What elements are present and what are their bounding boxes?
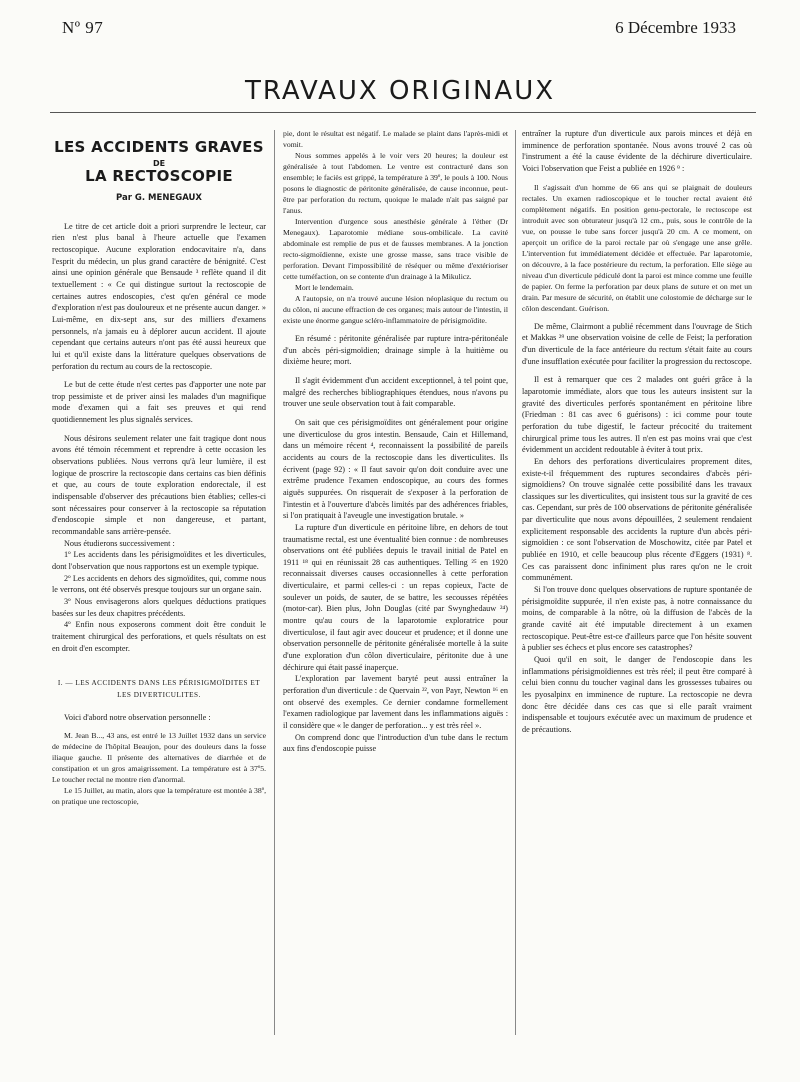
article-title-de: DE: [152, 158, 166, 168]
case-report: M. Jean B..., 43 ans, est entré le 13 Juillet 1932 dans un service de médecine de l'hôpital Beaujon, pour des douleurs dans la fosse iliaque gauche. Il présente des alternatives de diarrhée et de constipation et un gros amaigrissement. La température est à 37º5. Le toucher rectal ne montre rien d'anormal.: [52, 731, 266, 785]
column-separator-1: [274, 130, 275, 1035]
case-report: Intervention d'urgence sous anesthésie générale à l'éther (Dr Menegaux). Laparotomie médiane sous-ombilicale. La cavité abdominale est remplie de pus et de fausses membranes. A la jonction recto-sigmoïdienne, existe une grosse masse, sans trace visible de perforation. Devant l'impossibilité de réséquer ou même d'extérioriser cette tuméfaction, on se contente d'un drainage à la Mikulicz.: [283, 217, 508, 281]
paragraph: Nous étudierons successivement :: [64, 538, 175, 548]
column-3: [522, 128, 752, 736]
case-report: Mort le lendemain.: [295, 283, 354, 292]
list-item: 2º Les accidents en dehors des sigmoïdites, qui, comme nous le verrons, ont été observés presque toujours sur un organe sain.: [52, 573, 266, 595]
page-number: Nº 97: [62, 18, 104, 37]
paragraph: En dehors des perforations diverticulaires proprement dites, existe-t-il fréquemment des ruptures secondaires d'abcès péri-sigmoïdiens? On trouve signalée cette possibilité dans les travaux classiques sur les diverticulites, qui insistent tous sur la gravité de ces cas. Cependant, sur près de 100 observations de péritonite généralisée par diverticulite que nous avons dépouillées, 2 seulement rendaient explicitement responsable des accidents la rupture d'un abcès péri-sigmoïdien : ce sont l'observation de Moschowitz, citée par Patel et publiée en 1910, et celle beaucoup plus récente d'Eggers (1931) ⁸. Ces cas paraissent donc infiniment plus rares qu'on ne le croit communément.: [522, 456, 752, 583]
column-separator-2: [515, 130, 516, 1035]
column-1: [52, 128, 266, 807]
case-report: A l'autopsie, on n'a trouvé aucune lésion néoplasique du rectum ou du côlon, ni aucune effraction de ces organes; mais autour de l'intestin, il existe une énorme gangue scléro-inflammatoire de périsigmoïdite.: [283, 294, 508, 325]
case-report: pie, dont le résultat est négatif. Le malade se plaint dans l'après-midi et vomit.: [283, 129, 508, 149]
paragraph: De même, Clairmont a publié récemment dans l'ouvrage de Stich et Makkas ²⁹ une observation voisine de celle de Feist; la perforation d'un diverticule de la face antérieure du rectum s'était faite au cours d'une insufflation exécutée pour faciliter la progression du rectoscope.: [522, 321, 752, 366]
paragraph: Le titre de cet article doit a priori surprendre le lecteur, car rien n'est plus banal à l'heure actuelle que l'examen rectoscopique. Aucune exploration endocavitaire n'a, dans l'esprit du médecin, un plus grand caractère de bénignité. C'est ainsi une opinion générale que Bensaude ³ reflète quand il dit textuellement : « Ce qui distingue surtout la rectoscopie de certaines autres endoscopies, c'est qu'en général ce mode d'exploration n'est pas douloureux et ne présente aucun danger. » Lui-même, en dix-sept ans, sur des milliers d'examens personnels, n'a jamais eu à déplorer aucun accident. Il ajoute cependant que certains auteurs n'ont pas été aussi heureux que lui et qu'il existe dans la littérature quelques observations de perforation du rectum au cours de la rectoscopie.: [52, 221, 266, 371]
paragraph: En résumé : péritonite généralisée par rupture intra-péritonéale d'un abcès péri-sigmoïdien; drainage simple à la huitième ou dixième heure; mort.: [283, 334, 508, 367]
list-item: 1º Les accidents dans les périsigmoïdites et les diverticules, dont l'observation que nous rapportons est un exemple typique.: [52, 550, 266, 571]
case-report: Nous sommes appelés à le voir vers 20 heures; la douleur est généralisée à tout l'abdomen. Le ventre est contracturé dans son ensemble; le faciès est grippé, la température à 39º, le pouls à 100. Nous posons le diagnostic de péritonite généralisée, de cause inconnue, peut-être par perforation du rectum, quoique le malade n'ait pas saigné par l'anus.: [283, 151, 508, 215]
header-rule: [50, 112, 756, 113]
paragraph: Il est à remarquer que ces 2 malades ont guéri grâce à la laparotomie immédiate, alors que tous les auteurs insistent sur la gravité des diverticules perforés spontanément en péritoine libre (Friedman : 81 cas avec 6 guérisons) : ici comme pour toute perforation du tube digestif, le facteur précocité du traitement chirurgical prime tous les autres. Il n'en est pas moins vrai que c'est évidemment un accident redoutable à éviter à tout prix.: [522, 375, 752, 455]
paragraph: La rupture d'un diverticule en péritoine libre, en dehors de tout traumatisme rectal, est une éventualité bien connue : de nombreuses observations ont été publiées depuis le travail initial de Patel en 1911 ¹⁸ qui en réunissait 28 cas authentiques. Telling ²⁵ en 1920 reconnaissait diverses causes occasionnelles à cette perforation diverticulaire, et parmi celles-ci : un repas copieux, l'acte de soulever un poids, de sauter, de se battre, les secousses répétées (motor-car). Bien plus, John Douglas (cité par Swynghedauw ²⁴) montre qu'au cours de la laparotomie exploratrice pour diverticulose, il faut agir avec douceur et prudence; et il donne une observation personnelle de péritonite généralisée mortelle à la suite d'une exploration d'un côlon diverticulaire, péritonite due à une déchirure qui était passé inaperçue.: [283, 522, 508, 672]
list-item: 4º Enfin nous exposerons comment doit être conduit le traitement chirurgical des perforations, et quels résultats on est en droit d'en escompter.: [52, 620, 266, 653]
section-title: TRAVAUX ORIGINAUX: [244, 76, 556, 106]
paragraph: On comprend donc que l'introduction d'un tube dans le rectum aux fins d'endoscopie puisse: [283, 732, 508, 754]
issue-date: 6 Décembre 1933: [615, 18, 736, 37]
article-title-line-1: LES ACCIDENTS GRAVES: [54, 138, 264, 156]
paragraph: On sait que ces périsigmoïdites ont généralement pour origine une diverticulose du gros intestin. Bensaude, Cain et Hillemand, dans un mémoire récent ⁴, reconnaissent la possibilité de pareils accidents au cours de la rectoscopie dans les diverticulites. Ils écrivent (page 92) : « Il faut savoir qu'on doit conduire avec une extrême prudence l'examen endoscopique, au cours des formes aiguës suppurées. On risquerait de s'exposer à la perforation de l'intestin et à l'ouverture d'abcès limités par des adhérences friables, si l'on pratiquait à l'aveugle une investigation brutale. »: [283, 417, 508, 521]
paragraph: entraîner la rupture d'un diverticule aux parois minces et déjà en imminence de perforation spontanée. Nous avons trouvé 2 cas où l'instrument a été la cause évidente de la déchirure diverticulaire. Voici l'observation que Feist a publiée en 1926 ⁹ :: [522, 129, 752, 173]
case-report: Le 15 Juillet, au matin, alors que la température est montée à 38º, on pratique une rectoscopie,: [52, 786, 266, 807]
paragraph: Nous désirons seulement relater une fait tragique dont nous avons été témoin récemment et reprendre à cette occasion les observations publiées. Nous verrons qu'à leur lumière, il est logique de proscrire la rectoscopie dans certains cas bien définis et que, au cours de toute exploration endorectale, il est indispensable d'observer des précautions bien établies; celles-ci sont nécessaires pour conserver à la rectoscopie sa réputation d'endoscopie simple et non dangereuse, et partant, recommandable sans arrière-pensée.: [52, 433, 266, 537]
case-report: Il s'agissait d'un homme de 66 ans qui se plaignait de douleurs rectales. Un examen radioscopique et le toucher rectal avaient été complètement négatifs. En position genu-pectorale, le rectoscope est introduit avec son obturateur jusqu'à 12 cm., puis, sous le contrôle de la vue, on pousse le tube sans forcer jusqu'à 20 cm. A ce moment, on aperçoit un orifice de la paroi rectale par où s'engage une anse grêle. L'intervention fut immédiatement décidée et effectuée. Par laparotomie, on découvre, à la face postérieure du rectum, la perforation. Elle siège au niveau d'un diverticule pédiculé dont la paroi est mince comme une feuille de papier. On ferme la perforation par deux plans de suture et on met un drain. Par mesure de sécurité, on établit une colostomie de décharge sur le côlon descendant. Guérison.: [522, 182, 752, 313]
subheading: I. — LES ACCIDENTS DANS LES PÉRISIGMOÏDITES ET LES DIVERTICULITES.: [57, 679, 261, 699]
article-title-line-2: LA RECTOSCOPIE: [85, 167, 233, 186]
paragraph: Si l'on trouve donc quelques observations de rupture spontanée de périsigmoïdite suppurée, il n'en existe pas, à notre connaissance du moins, de comparable à la nôtre, où la diffusion de l'abcès de la grande cavité ait été imputable directement à un examen rectoscopique. Peut-être est-ce d'ailleurs parce que l'on hésite souvent à publier ses échecs et plus encore ses catastrophes?: [522, 585, 752, 653]
paragraph: Quoi qu'il en soit, le danger de l'endoscopie dans les inflammations périsigmoïdiennes est très réel; il peut être comparé à celui bien connu du toucher vaginal dans les grossesses tubaires ou les pyosalpinx en imminence de rupture. La rectoscopie ne devra donc être décidée dans ces cas que si elle paraît vraiment indispensable et toujours exécutée avec un maximum de prudence et de précautions.: [522, 655, 752, 734]
paragraph: Le but de cette étude n'est certes pas d'apporter une note par trop pessimiste et de priver ainsi les malades d'un magnifique mode d'examen qui a fait ses preuves et qui rend quotidiennement les plus signalés services.: [52, 380, 266, 425]
paragraph: Voici d'abord notre observation personnelle :: [64, 712, 211, 722]
column-2: [283, 128, 508, 755]
article-author: Par G. MENEGAUX: [116, 192, 202, 203]
paragraph: L'exploration par lavement baryté peut aussi entraîner la perforation d'un diverticule : de Quervain ²², von Payr, Newton ¹⁶ en ont observé des exemples. Ce dernier condamne formellement l'examen radiologique par lavement dans les inflammations aiguës : il considère que « le danger de perforation... y est très réel ».: [283, 674, 508, 730]
paragraph: Il s'agit évidemment d'un accident exceptionnel, à tel point que, malgré des recherches bibliographiques étendues, nous n'avons pu trouver une seule observation tout à fait comparable.: [283, 375, 508, 409]
list-item: 3º Nous envisagerons alors quelques déductions pratiques basées sur les deux chapitres précédents.: [52, 596, 266, 618]
